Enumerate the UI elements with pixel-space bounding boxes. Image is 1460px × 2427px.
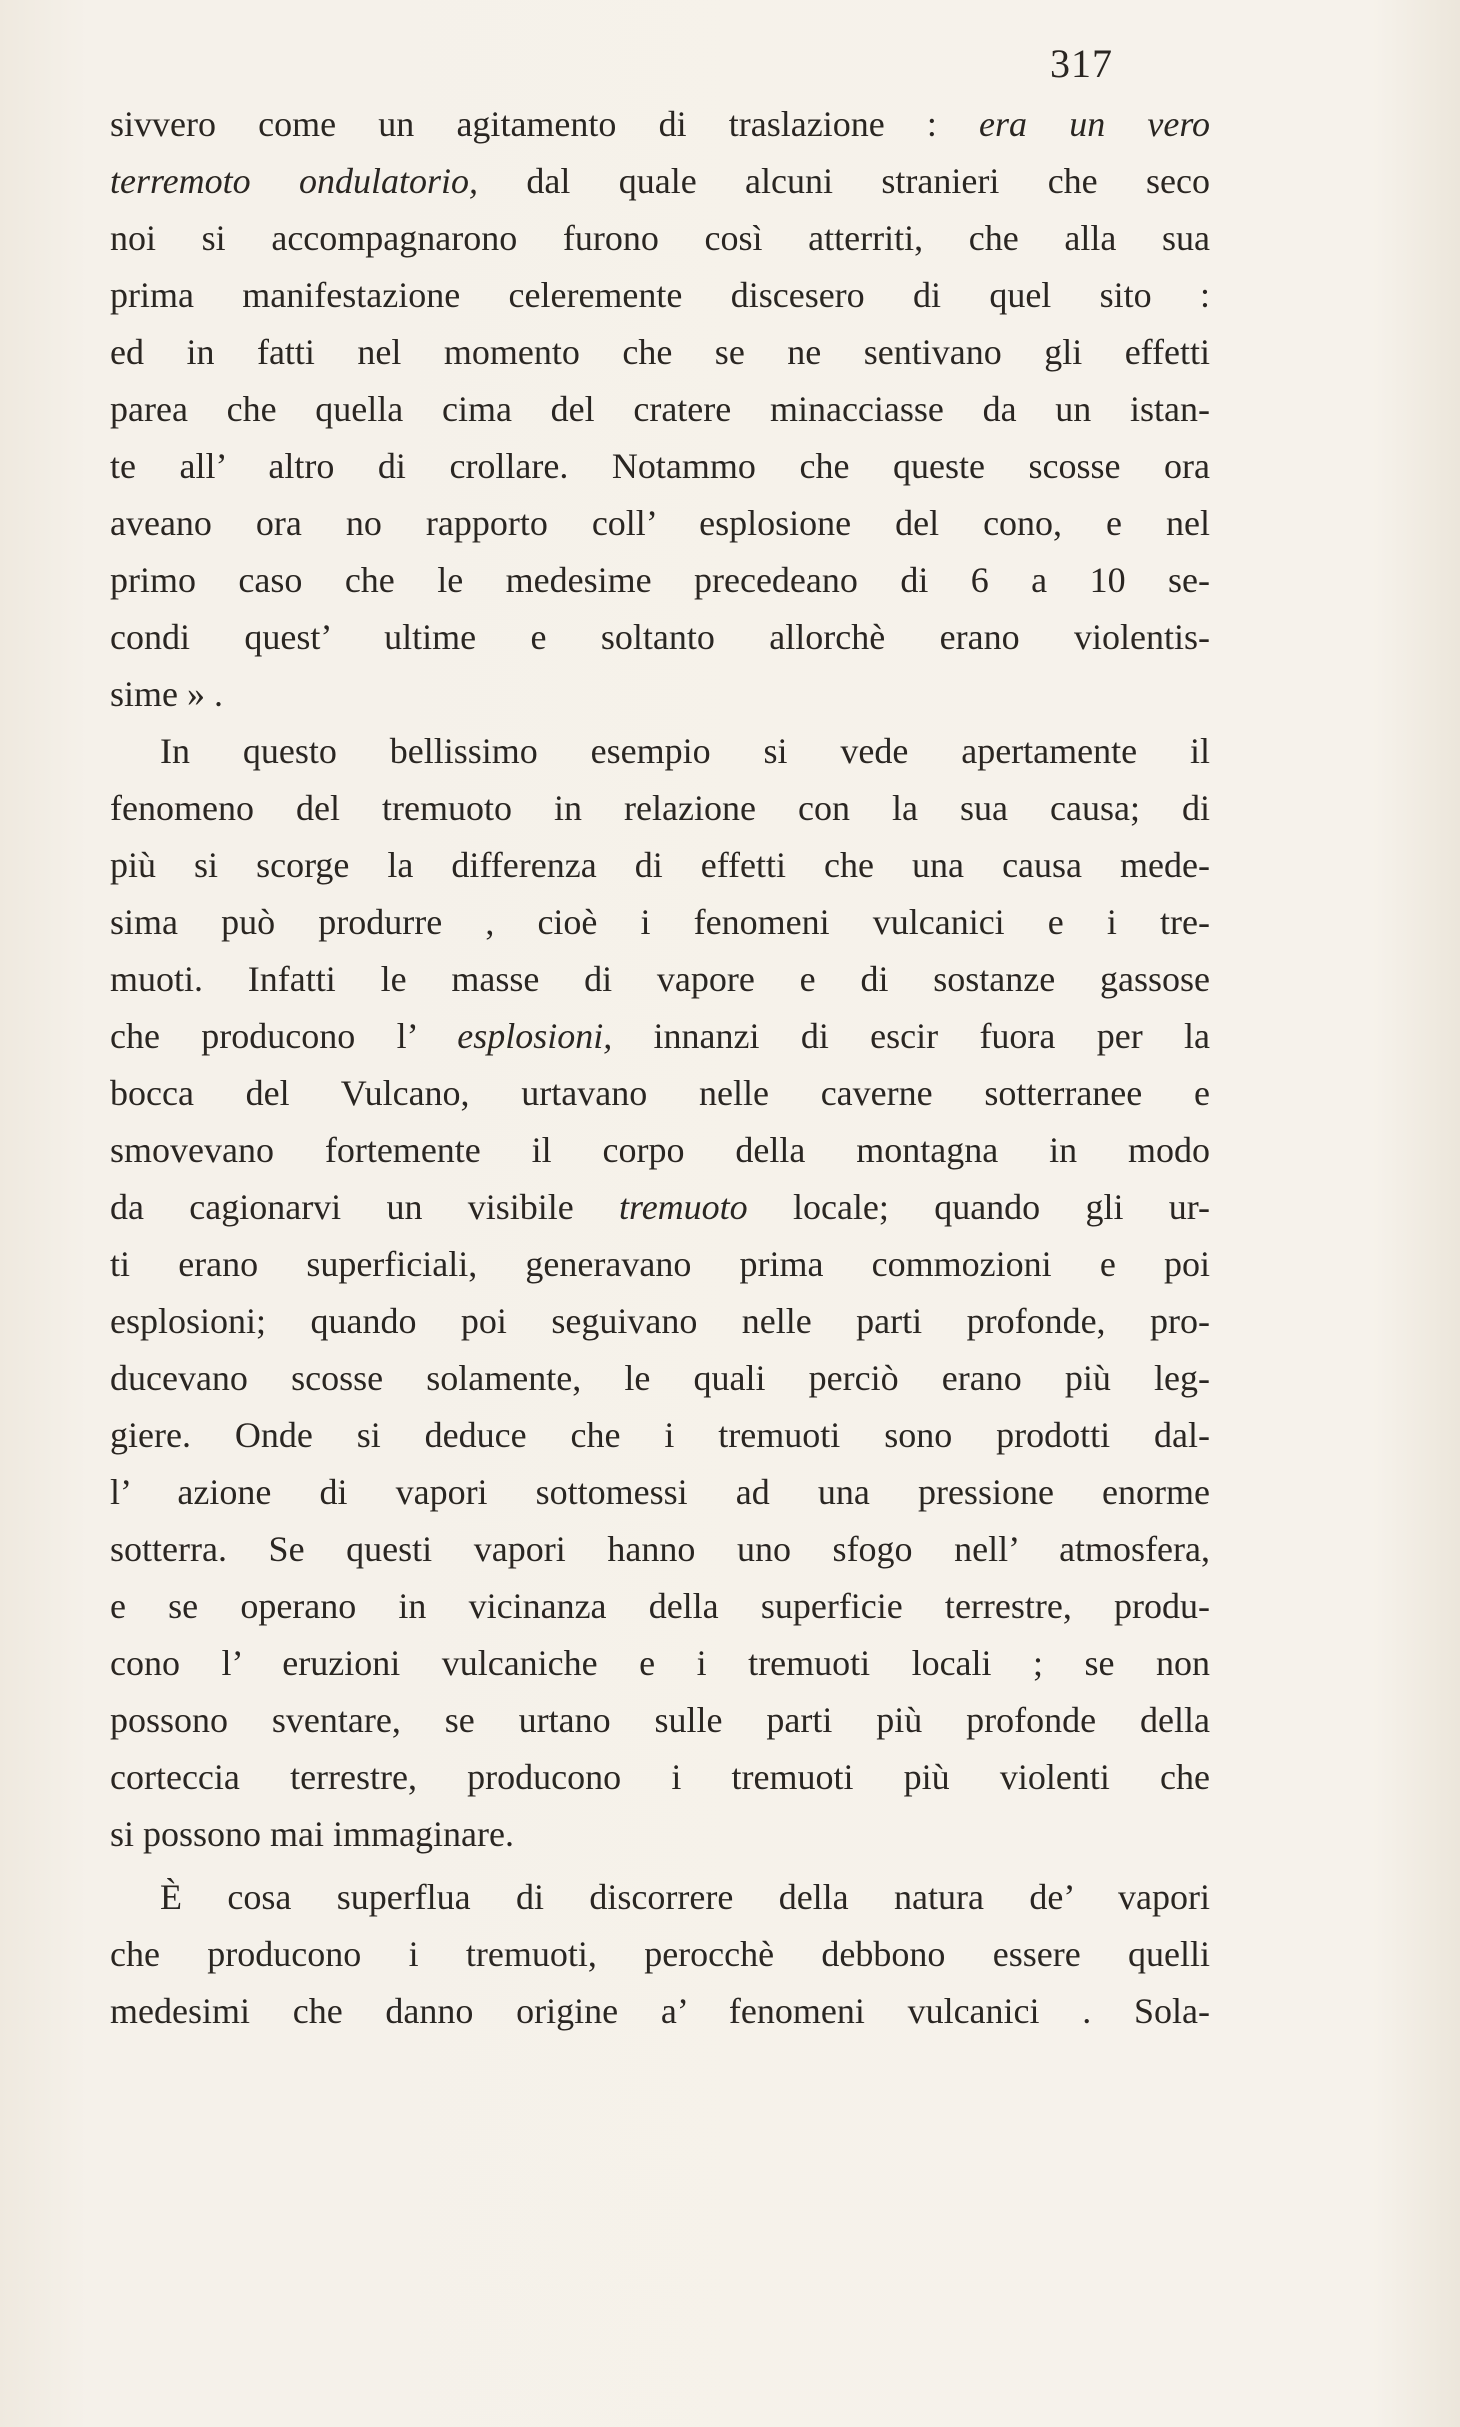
text-line [110,609,1210,666]
text-segment: sime » . [110,674,223,714]
text-segment: In questo bellissimo esempio si vede apertamente il [160,731,1210,771]
text-line [110,1464,1210,1521]
text-line [110,1008,1210,1065]
text-segment: che producono l’ [110,1016,458,1056]
text-segment: si possono mai immaginare. [110,1814,514,1854]
text-segment: bocca del Vulcano, urtavano nelle caverne sotterranee e [110,1073,1210,1113]
text-segment: smovevano fortemente il corpo della montagna in modo [110,1130,1210,1170]
page-number: 317 [1050,41,1113,86]
text-line [110,1806,1210,1863]
text-line [110,1236,1210,1293]
text-segment: l’ azione di vapori sottomessi ad una pressione enorme [110,1472,1210,1512]
text-segment: noi si accompagnarono furono così atterriti, che alla sua [110,218,1210,258]
text-line [110,1983,1210,2040]
text-segment: esplosioni; quando poi seguivano nelle parti profonde, pro- [110,1301,1210,1341]
text-line [110,1065,1210,1122]
text-segment: cono l’ eruzioni vulcaniche e i tremuoti locali ; se non [110,1643,1210,1683]
text-segment: ti erano superficiali, generavano prima commozioni e poi [110,1244,1210,1284]
text-line [110,1692,1210,1749]
text-segment: te all’ altro di crollare. Notammo che queste scosse ora [110,446,1210,486]
text-line [110,1578,1210,1635]
text-line [110,1293,1210,1350]
text-segment: ducevano scosse solamente, le quali perciò erano più leg- [110,1358,1210,1398]
text-segment: da cagionarvi un visibile [110,1187,620,1227]
text-line [110,1407,1210,1464]
text-line [110,552,1210,609]
text-segment: che producono i tremuoti, perocchè debbono essere quelli [110,1934,1210,1974]
text-segment: prima manifestazione celeremente discesero di quel sito : [110,275,1210,315]
italic-text: esplosioni, [457,1016,613,1056]
text-segment: giere. Onde si deduce che i tremuoti sono prodotti dal- [110,1415,1210,1455]
text-segment: dal quale alcuni stranieri che seco [478,161,1210,201]
text-segment: primo caso che le medesime precedeano di 6 a 10 se- [110,560,1210,600]
text-line [110,780,1210,837]
text-line [110,153,1210,210]
text-line [110,495,1210,552]
text-segment: sivvero come un agitamento di traslazione : [110,104,980,144]
text-line [110,894,1210,951]
text-segment: aveano ora no rapporto coll’ esplosione del cono, e nel [110,503,1210,543]
text-segment: sima può produrre , cioè i fenomeni vulcanici e i tre- [110,902,1210,942]
text-line [110,381,1210,438]
text-line [110,1122,1210,1179]
text-line [110,1179,1210,1236]
text-line [110,210,1210,267]
text-line [110,666,1210,723]
text-segment: più si scorge la differenza di effetti che una causa mede- [110,845,1210,885]
text-line [110,723,1210,780]
text-line [110,951,1210,1008]
text-line [110,96,1210,153]
text-segment: condi quest’ ultime e soltanto allorchè erano violentis- [110,617,1210,657]
text-segment: locale; quando gli ur- [747,1187,1210,1227]
text-line [110,1521,1210,1578]
text-line [110,837,1210,894]
text-line [110,324,1210,381]
italic-text: terremoto ondulatorio, [110,161,479,201]
text-segment: ed in fatti nel momento che se ne sentivano gli effetti [110,332,1210,372]
text-segment: È cosa superflua di discorrere della natura de’ vapori [160,1877,1210,1917]
text-segment: parea che quella cima del cratere minacciasse da un istan- [110,389,1210,429]
text-segment: medesimi che danno origine a’ fenomeni vulcanici . Sola- [110,1991,1210,2031]
italic-text: tremuoto [619,1187,748,1227]
text-line [110,1635,1210,1692]
text-segment: corteccia terrestre, producono i tremuoti più violenti che [110,1757,1210,1797]
text-segment: fenomeno del tremuoto in relazione con la sua causa; di [110,788,1210,828]
text-line [110,1749,1210,1806]
text-line [110,1350,1210,1407]
text-segment: e se operano in vicinanza della superficie terrestre, produ- [110,1586,1210,1626]
text-segment: muoti. Infatti le masse di vapore e di sostanze gassose [110,959,1210,999]
text-segment: possono sventare, se urtano sulle parti più profonde della [110,1700,1210,1740]
text-line [110,1869,1210,1926]
text-segment: sotterra. Se questi vapori hanno uno sfogo nell’ atmosfera, [110,1529,1210,1569]
text-line [110,1926,1210,1983]
italic-text: era un vero [979,104,1210,144]
body-text [110,96,1210,2040]
text-line [110,438,1210,495]
text-line [110,267,1210,324]
text-segment: innanzi di escir fuora per la [612,1016,1210,1056]
